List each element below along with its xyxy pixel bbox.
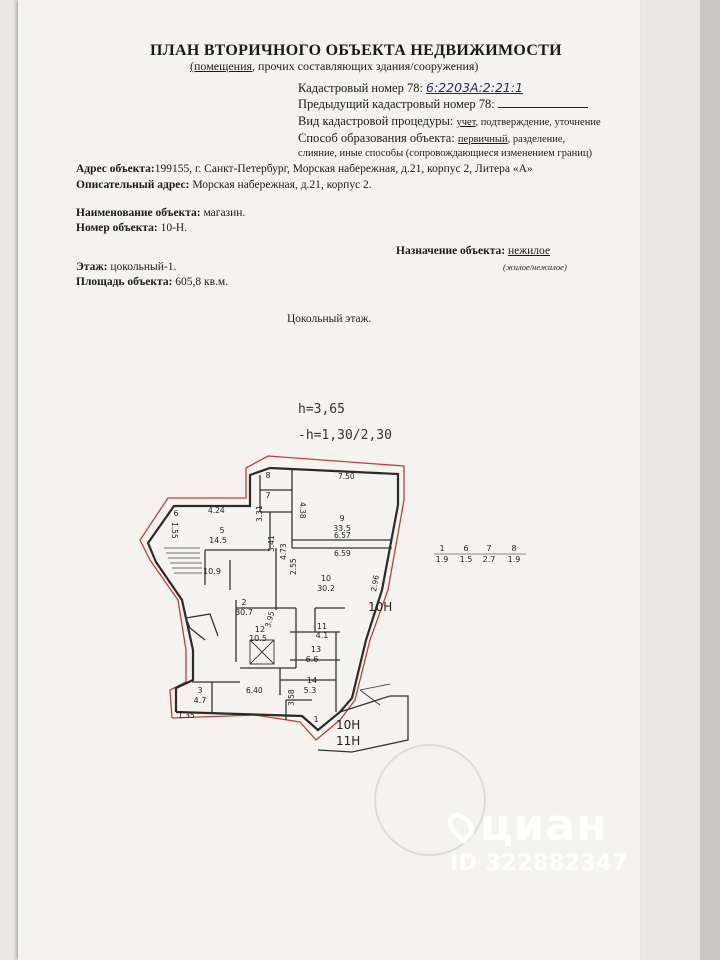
floor-caption: Цокольный этаж. — [287, 313, 372, 325]
purpose-label: Назначение объекта: — [396, 245, 506, 257]
shaft-symbol — [250, 640, 274, 664]
room-13-area: 6.6 — [305, 655, 319, 664]
room-12-area: 10.5 — [249, 634, 267, 643]
dim-4-73: 4.73 — [279, 543, 288, 560]
legend-area-8: 1.9 — [507, 555, 521, 564]
dim-6-57: 6.57 — [334, 531, 351, 540]
room-5-number: 5 — [219, 526, 225, 535]
method-selected: первичный — [457, 134, 508, 145]
object-name-label: Наименование объекта: — [76, 207, 201, 219]
listing-id: ID 322882347 — [450, 851, 628, 876]
unit-11n-label: 11Н — [336, 734, 361, 748]
unit-10n-label: 10Н — [368, 600, 393, 614]
procedure-label: Вид кадастровой процедуры: — [298, 114, 454, 128]
legend-id-7: 7 — [486, 544, 492, 553]
dim-1-55: 1.55 — [170, 522, 179, 539]
room-11-area: 4.1 — [315, 631, 329, 640]
object-number-value: 10-Н. — [160, 222, 188, 234]
area-value: 605,8 кв.м. — [175, 276, 229, 288]
room-2-number: 2 — [241, 598, 247, 607]
purpose-value: нежилое — [507, 245, 551, 257]
room-2-area: 30.7 — [235, 608, 253, 617]
room-3-number: 3 — [197, 686, 203, 695]
method-options: , разделение, — [507, 134, 566, 145]
object-name-value: магазин. — [203, 207, 246, 219]
cian-watermark — [450, 800, 628, 876]
ceiling-height: h=3,65 — [298, 402, 345, 417]
legend-fractions — [434, 544, 526, 564]
dim-6-40: 6.40 — [246, 686, 263, 695]
desc-address-value: Морская набережная, д.21, корпус 2. — [192, 179, 372, 191]
room-8-number: 8 — [265, 471, 271, 480]
room-5-area: 14.5 — [209, 536, 227, 545]
dim-3-58: 3.58 — [287, 689, 296, 706]
legend-area-7: 2.7 — [482, 555, 496, 564]
room-6-number: 6 — [173, 509, 179, 518]
dim-1-35: 1.35 — [178, 711, 195, 720]
room-10-area: 30.2 — [317, 584, 335, 593]
method-line2: слияние, иные способы (сопровождающиеся изменением границ) — [298, 148, 592, 159]
previous-cadastral-label: Предыдущий кадастровый номер 78: — [298, 97, 495, 111]
procedure-options: , подтверждение, уточнение — [475, 117, 601, 128]
staircase — [164, 548, 202, 573]
legend-id-8: 8 — [511, 544, 517, 553]
floor-value: цокольный-1. — [110, 261, 177, 273]
dim-7-50: 7.50 — [338, 472, 355, 481]
cian-logo — [450, 800, 628, 851]
room-12-number: 12 — [254, 625, 266, 634]
room-4-area: 10.9 — [203, 567, 221, 576]
dim-3-41: 3.41 — [267, 535, 276, 552]
floor-label: Этаж: — [76, 261, 108, 273]
procedure-selected: учет — [456, 117, 476, 128]
unit-10n-label-lower: 10Н — [336, 718, 361, 732]
legend-id-1: 1 — [439, 544, 445, 553]
ceiling-height-sub: -h=1,30/2,30 — [298, 428, 392, 443]
desc-address-label: Описательный адрес: — [76, 179, 190, 191]
method-label: Способ образования объекта: — [298, 131, 455, 145]
cadastral-number-label: Кадастровый номер 78: — [298, 81, 423, 95]
dim-3-31: 3.31 — [255, 505, 264, 522]
object-number-label: Номер объекта: — [76, 222, 158, 234]
purpose-hint: (жилое/нежилое) — [503, 262, 567, 272]
pointer-line — [360, 684, 390, 690]
dim-2-55: 2.55 — [289, 558, 298, 575]
legend-area-6: 1.5 — [459, 555, 473, 564]
room-14-number: 14 — [306, 676, 318, 685]
address-value: 199155, г. Санкт-Петербург, Морская набережная, д.21, корпус 2, Литера «А» — [154, 163, 533, 175]
room-9-number: 9 — [339, 514, 345, 523]
dim-3-95: 3.95 — [263, 610, 277, 629]
room-10-number: 10 — [320, 574, 332, 583]
adjacent-unit-walls — [186, 614, 408, 752]
dim-6-59: 6.59 — [334, 549, 351, 558]
document-subtitle: (помещения, прочих составляющих здания/сооружения) — [190, 59, 479, 73]
room-3-area: 4.7 — [193, 696, 207, 705]
document-title: ПЛАН ВТОРИЧНОГО ОБЪЕКТА НЕДВИЖИМОСТИ — [150, 42, 562, 59]
dim-2-96: 2.96 — [369, 574, 381, 593]
room-1-number: 1 — [313, 715, 319, 724]
dim-4-38: 4.38 — [298, 502, 307, 519]
area-label: Площадь объекта: — [76, 276, 173, 288]
dim-4-24: 4.24 — [208, 506, 225, 515]
address-label: Адрес объекта: — [76, 163, 155, 175]
room-9-area: 33.5 — [333, 524, 351, 533]
room-11-number: 11 — [316, 622, 328, 631]
room-14-area: 5.3 — [303, 686, 317, 695]
cian-logo-text: циан — [480, 800, 608, 851]
cadastral-number-value: 6:2203А:2:21:1 — [426, 80, 524, 95]
room-13-number: 13 — [310, 645, 322, 654]
legend-id-6: 6 — [463, 544, 469, 553]
room-7-number: 7 — [265, 491, 271, 500]
legend-area-1: 1.9 — [435, 555, 449, 564]
